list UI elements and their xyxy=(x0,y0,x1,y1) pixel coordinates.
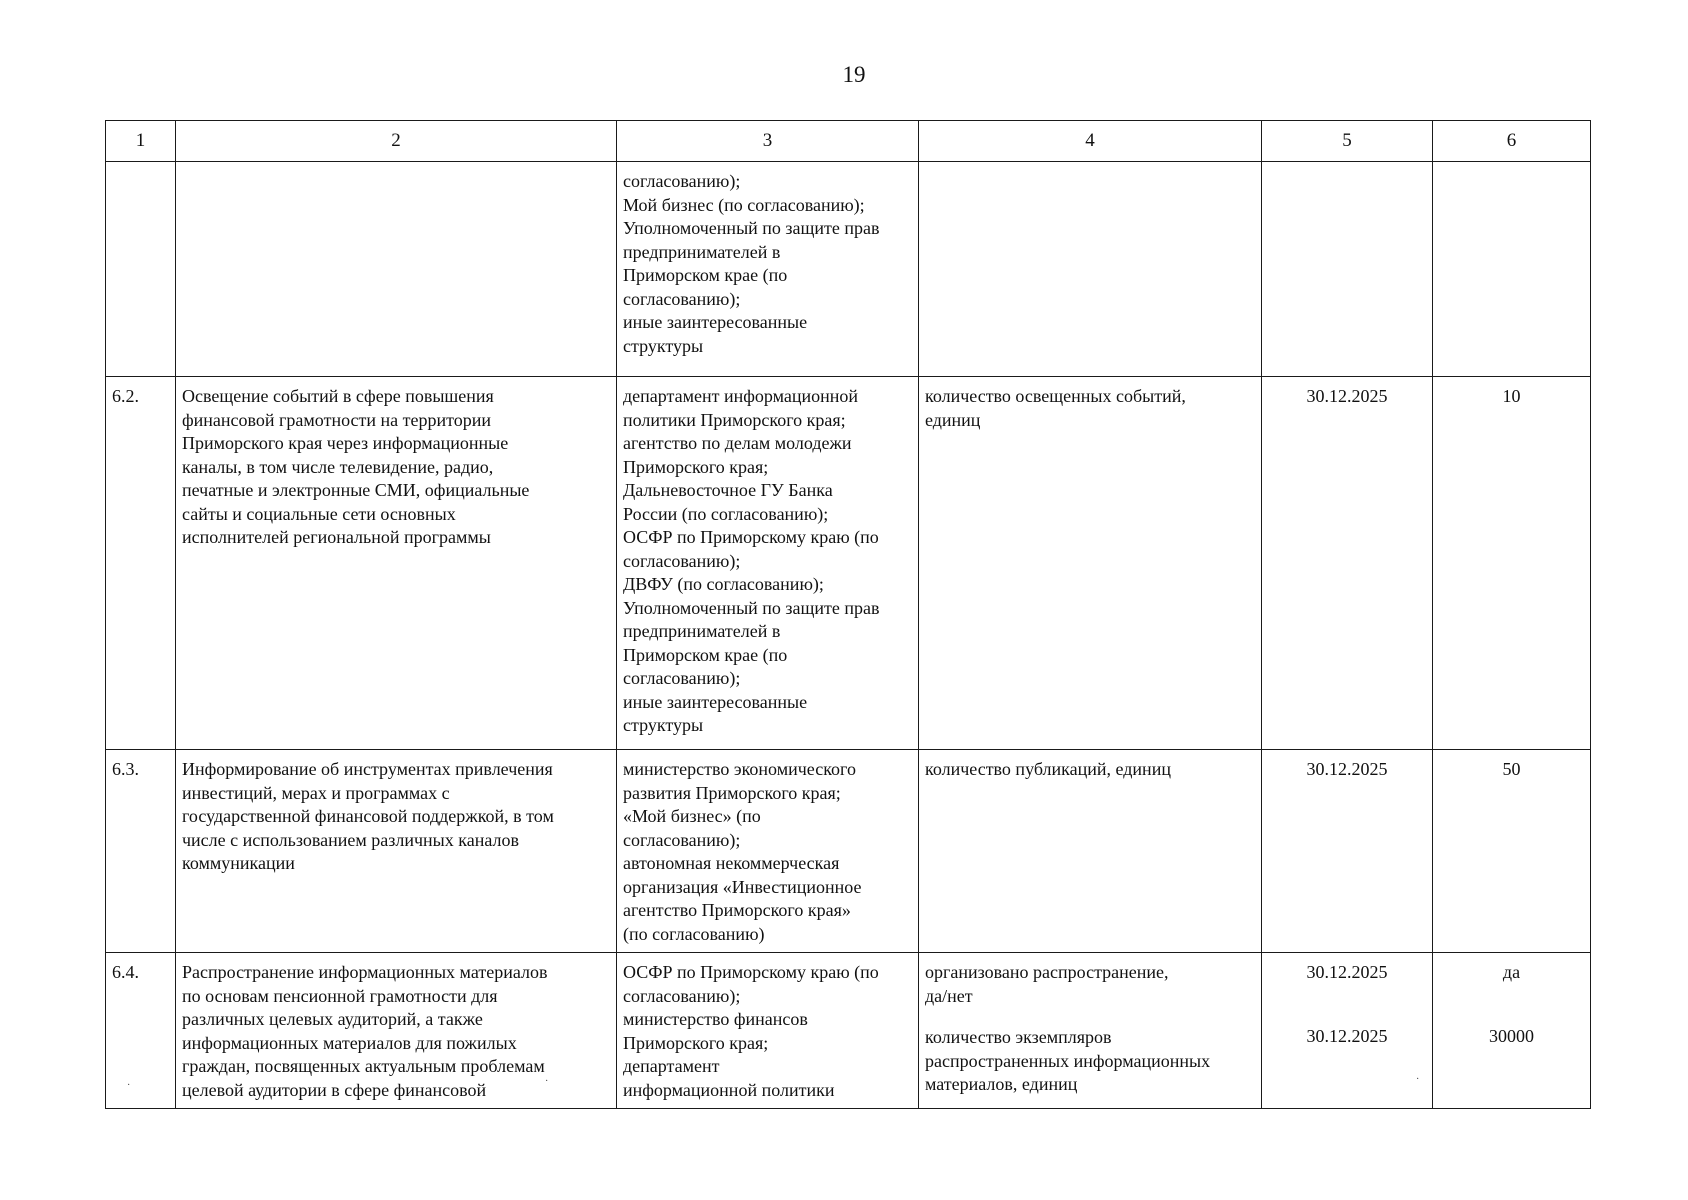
executor-line: согласованию); xyxy=(623,668,741,688)
deadline-date: 30.12.2025 xyxy=(1306,962,1388,982)
executor-line: согласованию); xyxy=(623,171,741,191)
executor-line: согласованию); xyxy=(623,985,741,1006)
executor-line: Приморского края; xyxy=(623,456,769,477)
table-row xyxy=(106,750,1591,953)
item-number xyxy=(106,162,176,377)
date-gap xyxy=(1268,985,1426,1025)
executor-line: структуры xyxy=(623,715,704,735)
activity-line: исполнителей региональной программы xyxy=(182,527,491,547)
activity-line: Приморского края через информационные xyxy=(182,433,509,453)
item-number: 6.3. xyxy=(106,750,176,953)
executor-line: министерство экономического xyxy=(623,759,856,779)
executor-line: предпринимателей в xyxy=(623,621,781,641)
activity-line: коммуникации xyxy=(182,853,295,873)
column-header-2: 2 xyxy=(176,121,617,162)
activity-cell xyxy=(176,377,617,750)
activity-line: граждан, посвященных актуальным проблемам xyxy=(182,1056,545,1076)
activity-line: целевой аудитории в сфере финансовой xyxy=(182,1079,487,1100)
executor-line: департамент информационной xyxy=(623,386,859,406)
indicator-block xyxy=(925,961,1255,1008)
executor-line: Приморском крае (по xyxy=(623,644,788,665)
value-cell xyxy=(1433,377,1591,750)
target-value: 10 xyxy=(1502,386,1521,406)
executors-cell xyxy=(617,953,919,1109)
column-header-5: 5 xyxy=(1262,121,1433,162)
indicator-line: распространенных информационных xyxy=(925,1050,1211,1071)
activity-cell xyxy=(176,750,617,953)
indicator-cell xyxy=(919,377,1262,750)
executor-line: агентство по делам молодежи xyxy=(623,433,852,453)
activity-line: государственной финансовой поддержкой, в том xyxy=(182,806,554,826)
executor-line: ОСФР по Приморскому краю (по xyxy=(623,527,879,547)
target-value: 30000 xyxy=(1489,1025,1534,1046)
executor-line: ДВФУ (по согласованию); xyxy=(623,574,824,594)
scan-dot: · xyxy=(545,1076,549,1087)
executor-line: Приморского края; xyxy=(623,1032,769,1053)
executor-line: Уполномоченный по защите прав xyxy=(623,597,880,618)
executor-line: агентство Приморского края» xyxy=(623,900,851,920)
activity-cell xyxy=(176,953,617,1109)
indicator-cell xyxy=(919,750,1262,953)
indicator-block xyxy=(925,1026,1255,1097)
scan-dot: · xyxy=(127,1080,131,1091)
activity-line: по основам пенсионной грамотности для xyxy=(182,985,498,1006)
deadline-cell xyxy=(1262,750,1433,953)
table-row xyxy=(106,953,1591,1109)
executor-line: развития Приморского края; xyxy=(623,782,841,803)
page-number: 19 xyxy=(842,62,866,87)
value-cell xyxy=(1433,750,1591,953)
activity-line: различных целевых аудиторий, а также xyxy=(182,1009,483,1029)
item-number: 6.2. xyxy=(106,377,176,750)
executor-line: предпринимателей в xyxy=(623,241,781,262)
executor-line: Дальневосточное ГУ Банка xyxy=(623,480,833,500)
indicator-line: количество экземпляров xyxy=(925,1027,1112,1047)
executor-line: России (по согласованию); xyxy=(623,503,829,524)
activity-line: финансовой грамотности на территории xyxy=(182,409,492,430)
activity-line: числе с использованием различных каналов xyxy=(182,829,519,850)
activity-line: информационных материалов для пожилых xyxy=(182,1032,517,1053)
value-cell xyxy=(1433,953,1591,1109)
executor-line: политики Приморского края; xyxy=(623,409,846,430)
value-cell xyxy=(1433,162,1591,377)
executor-line: согласованию); xyxy=(623,550,741,571)
executor-line: согласованию); xyxy=(623,288,741,309)
deadline-cell xyxy=(1262,953,1433,1109)
activity-line: инвестиций, мерах и программах с xyxy=(182,782,450,803)
deadline-cell xyxy=(1262,377,1433,750)
column-header-4: 4 xyxy=(919,121,1262,162)
executor-line: структуры xyxy=(623,335,704,356)
activity-line: сайты и социальные сети основных xyxy=(182,503,456,524)
table-row xyxy=(106,162,1591,377)
executor-line: организация «Инвестиционное xyxy=(623,876,862,897)
executor-line: министерство финансов xyxy=(623,1009,808,1029)
deadline-date: 30.12.2025 xyxy=(1306,759,1388,779)
executor-line: иные заинтересованные xyxy=(623,312,808,332)
deadline-date: 30.12.2025 xyxy=(1306,1025,1388,1046)
indicator-line: материалов, единиц xyxy=(925,1074,1078,1094)
executor-line: информационной политики xyxy=(623,1079,835,1100)
indicator-cell xyxy=(919,162,1262,377)
indicator-line: да/нет xyxy=(925,985,973,1006)
indicator-gap xyxy=(925,1008,1255,1026)
activity-line: Освещение событий в сфере повышения xyxy=(182,386,494,406)
activity-line: печатные и электронные СМИ, официальные xyxy=(182,480,530,500)
executor-line: департамент xyxy=(623,1056,720,1076)
column-number-row xyxy=(106,121,1591,162)
executor-line: согласованию); xyxy=(623,829,741,850)
column-header-1: 1 xyxy=(106,121,176,162)
indicator-cell xyxy=(919,953,1262,1109)
activity-line: каналы, в том числе телевидение, радио, xyxy=(182,456,494,477)
executor-line: автономная некоммерческая xyxy=(623,853,840,873)
column-header-3: 3 xyxy=(617,121,919,162)
item-number: 6.4. xyxy=(106,953,176,1109)
plan-table xyxy=(105,120,1591,1109)
indicator-line: количество освещенных событий, xyxy=(925,386,1186,406)
executor-line: иные заинтересованные xyxy=(623,691,808,712)
activity-line: Информирование об инструментах привлечения xyxy=(182,759,553,779)
scan-dot: · xyxy=(1416,1074,1420,1085)
deadline-date: 30.12.2025 xyxy=(1306,386,1388,406)
executors-cell xyxy=(617,750,919,953)
activity-cell xyxy=(176,162,617,377)
executor-line: «Мой бизнес» (по xyxy=(623,806,761,826)
target-value: 50 xyxy=(1502,759,1521,779)
target-value: да xyxy=(1502,962,1521,982)
executor-line: ОСФР по Приморскому краю (по xyxy=(623,962,879,982)
indicator-line: количество публикаций, единиц xyxy=(925,759,1171,779)
indicator-block xyxy=(925,385,1255,432)
executors-cell xyxy=(617,377,919,750)
table-row xyxy=(106,377,1591,750)
indicator-line: единиц xyxy=(925,409,981,430)
indicator-block xyxy=(925,758,1255,782)
executor-line: (по согласованию) xyxy=(623,923,765,944)
deadline-cell xyxy=(1262,162,1433,377)
executor-line: Уполномоченный по защите прав xyxy=(623,218,880,238)
column-header-6: 6 xyxy=(1433,121,1591,162)
value-gap xyxy=(1439,985,1584,1025)
indicator-line: организовано распространение, xyxy=(925,962,1169,982)
executor-line: Мой бизнес (по согласованию); xyxy=(623,194,865,215)
executors-cell xyxy=(617,162,919,377)
activity-line: Распространение информационных материалов xyxy=(182,962,548,982)
executor-line: Приморском крае (по xyxy=(623,265,788,285)
